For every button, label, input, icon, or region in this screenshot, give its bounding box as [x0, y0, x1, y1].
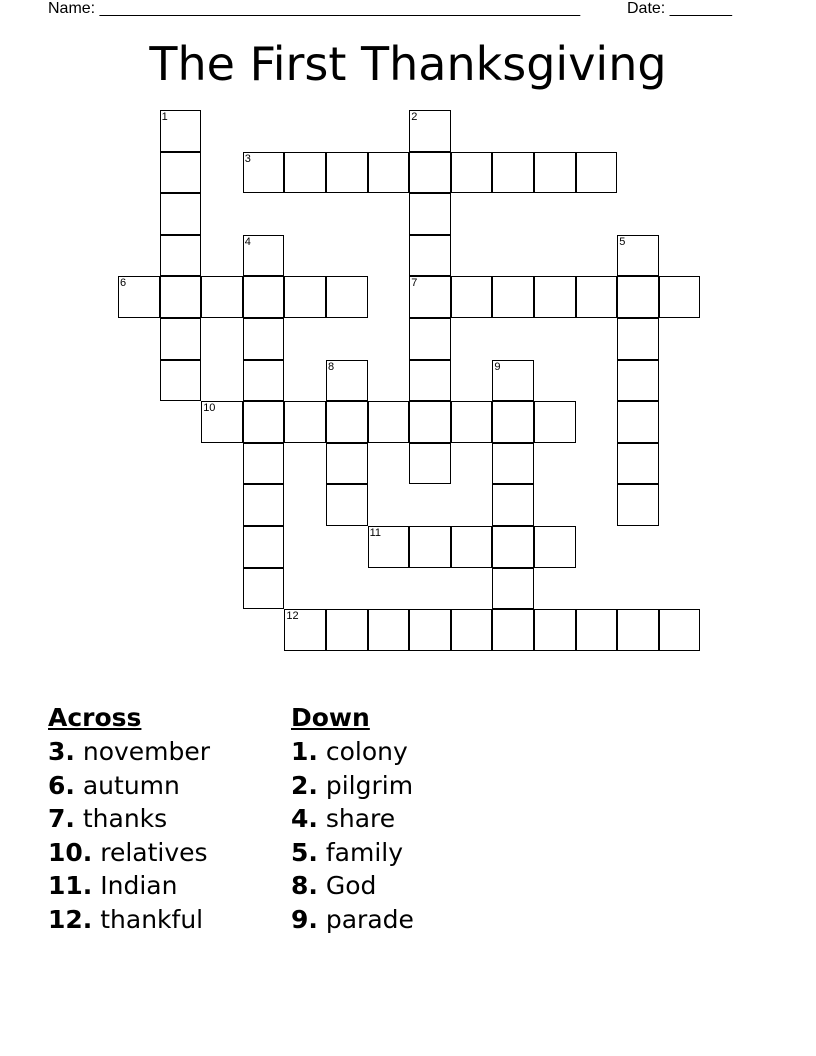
clue-number: 2.	[291, 770, 318, 800]
crossword-cell	[617, 609, 659, 651]
crossword-cell	[243, 318, 285, 360]
crossword-cell	[576, 152, 618, 194]
clue-text: november	[82, 737, 211, 766]
crossword-cell	[409, 443, 451, 485]
cell-number: 8	[328, 360, 335, 373]
clue-text: family	[325, 837, 404, 867]
crossword-cell	[576, 276, 618, 318]
crossword-cell	[492, 526, 534, 568]
crossword-cell	[492, 443, 534, 485]
crossword-cell	[368, 526, 410, 568]
cell-number: 7	[411, 277, 418, 290]
clue-across	[48, 802, 210, 836]
crossword-cell	[409, 235, 451, 277]
crossword-cell	[160, 152, 202, 194]
crossword-cell	[118, 276, 160, 318]
crossword-cell	[243, 526, 285, 568]
crossword-cell	[326, 484, 368, 526]
crossword-cell	[326, 609, 368, 651]
crossword-cell	[243, 152, 285, 194]
cell-number: 3	[244, 152, 251, 165]
name-field-line: Name: ______________________________________________________	[48, 0, 581, 17]
clue-number: 1.	[291, 737, 318, 766]
across-heading: Across	[48, 703, 142, 732]
crossword-cell	[368, 609, 410, 651]
clue-text: autumn	[82, 770, 180, 800]
crossword-cell	[492, 484, 534, 526]
crossword-cell	[160, 110, 202, 152]
clue-across	[48, 836, 210, 870]
clue-text: colony	[325, 737, 408, 766]
crossword-cell	[409, 152, 451, 194]
cell-number: 10	[203, 402, 216, 415]
crossword-cell	[201, 401, 243, 443]
cell-number: 11	[369, 527, 382, 539]
crossword-cell	[409, 110, 451, 152]
crossword-cell	[492, 152, 534, 194]
clue-across	[48, 869, 210, 903]
cell-number: 2	[411, 111, 418, 123]
crossword-cell	[368, 152, 410, 194]
page-title: The First Thanksgiving	[149, 37, 667, 91]
crossword-cell	[243, 568, 285, 610]
crossword-cell	[451, 609, 493, 651]
crossword-cell	[451, 401, 493, 443]
crossword-cell	[243, 484, 285, 526]
clue-text: thanks	[82, 804, 168, 833]
clue-down	[291, 802, 414, 836]
clue-number: 3.	[48, 737, 75, 766]
crossword-cell	[409, 609, 451, 651]
crossword-cell	[409, 276, 451, 318]
crossword-cell	[534, 526, 576, 568]
crossword-cell	[201, 276, 243, 318]
crossword-cell	[492, 360, 534, 402]
crossword-cell	[617, 360, 659, 402]
crossword-cell	[160, 276, 202, 318]
crossword-cell	[326, 401, 368, 443]
crossword-cell	[284, 609, 326, 651]
crossword-cell	[284, 401, 326, 443]
crossword-cell	[409, 193, 451, 235]
down-clues	[291, 703, 414, 936]
crossword-cell	[492, 276, 534, 318]
crossword-cell	[617, 443, 659, 485]
cell-number: 1	[161, 111, 168, 123]
crossword-cell	[492, 609, 534, 651]
crossword-cell	[451, 526, 493, 568]
crossword-cell	[492, 568, 534, 610]
crossword-cell	[576, 609, 618, 651]
clue-number: 11.	[48, 871, 93, 900]
clue-down	[291, 769, 414, 803]
crossword-cell	[617, 484, 659, 526]
clue-text: God	[325, 871, 377, 900]
clue-across	[48, 903, 210, 937]
cell-number: 9	[494, 360, 501, 373]
crossword-cell	[243, 443, 285, 485]
crossword-cell	[160, 235, 202, 277]
crossword-cell	[326, 443, 368, 485]
crossword-cell	[617, 235, 659, 277]
crossword-cell	[243, 276, 285, 318]
down-heading: Down	[291, 703, 370, 732]
crossword-cell	[492, 401, 534, 443]
crossword-cell	[160, 360, 202, 402]
clue-text: Indian	[100, 871, 178, 900]
cell-number: 5	[619, 235, 626, 248]
cell-number: 4	[244, 235, 251, 248]
clue-text: thankful	[100, 904, 204, 934]
crossword-cell	[326, 360, 368, 402]
clue-text: parade	[325, 904, 414, 934]
clue-down	[291, 903, 414, 937]
crossword-cell	[534, 152, 576, 194]
crossword-cell	[326, 152, 368, 194]
clue-number: 10.	[48, 837, 93, 867]
crossword-cell	[617, 276, 659, 318]
crossword-cell	[243, 401, 285, 443]
crossword-cell	[243, 360, 285, 402]
crossword-cell	[534, 609, 576, 651]
clue-number: 9.	[291, 904, 318, 934]
clue-text: relatives	[100, 837, 208, 867]
clue-across	[48, 735, 210, 769]
clue-down	[291, 836, 414, 870]
crossword-cell	[284, 152, 326, 194]
clue-across	[48, 769, 210, 803]
crossword-cell	[409, 401, 451, 443]
clue-text: share	[325, 804, 396, 833]
clue-number: 12.	[48, 904, 93, 934]
crossword-cell	[409, 526, 451, 568]
crossword-cell	[617, 401, 659, 443]
crossword-cell	[160, 318, 202, 360]
across-clues	[48, 703, 210, 936]
clue-number: 8.	[291, 871, 318, 900]
crossword-cell	[409, 318, 451, 360]
crossword-cell	[451, 152, 493, 194]
crossword-cell	[659, 276, 701, 318]
date-field-line: Date: _______	[627, 0, 732, 17]
clue-down	[291, 735, 414, 769]
crossword-cell	[243, 235, 285, 277]
clue-number: 7.	[48, 804, 75, 833]
crossword-cell	[326, 276, 368, 318]
crossword-cell	[451, 276, 493, 318]
crossword-cell	[368, 401, 410, 443]
crossword-cell	[284, 276, 326, 318]
crossword-cell	[659, 609, 701, 651]
crossword-cell	[160, 193, 202, 235]
crossword-cell	[617, 318, 659, 360]
clue-number: 5.	[291, 837, 318, 867]
clue-number: 6.	[48, 770, 75, 800]
clue-text: pilgrim	[325, 770, 414, 800]
cell-number: 12	[286, 610, 299, 623]
clue-number: 4.	[291, 804, 318, 833]
crossword-cell	[534, 401, 576, 443]
cell-number: 6	[120, 277, 127, 290]
crossword-cell	[534, 276, 576, 318]
clue-down	[291, 869, 414, 903]
crossword-cell	[409, 360, 451, 402]
